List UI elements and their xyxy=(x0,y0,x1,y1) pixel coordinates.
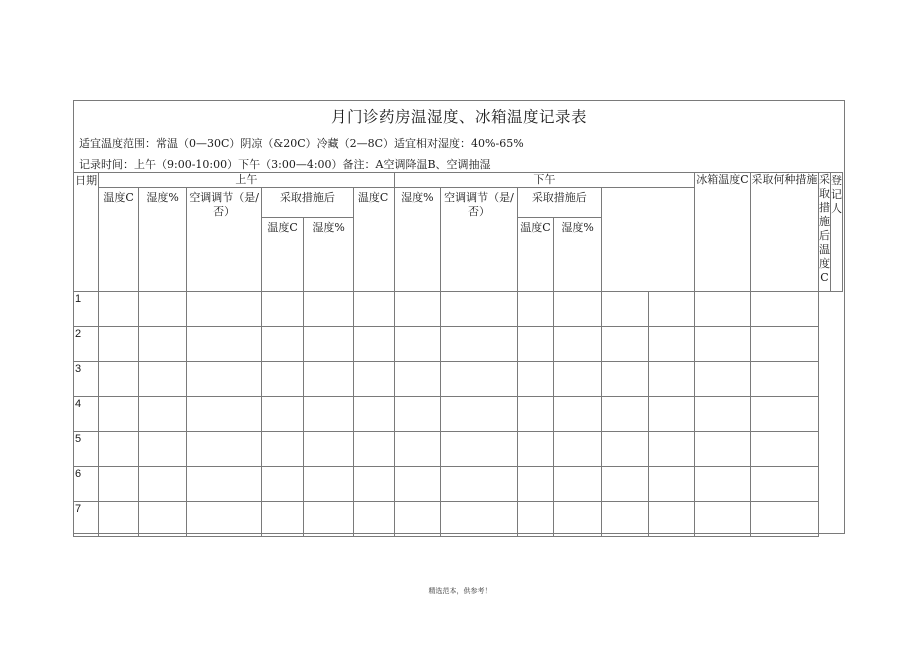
table-cell[interactable] xyxy=(441,467,517,502)
table-cell[interactable] xyxy=(99,397,139,432)
table-cell[interactable] xyxy=(750,397,818,432)
table-cell[interactable] xyxy=(750,362,818,397)
table-cell[interactable] xyxy=(353,397,394,432)
table-row xyxy=(74,327,843,362)
table-cell[interactable] xyxy=(695,292,751,327)
table-cell[interactable] xyxy=(554,327,602,362)
table-cell[interactable] xyxy=(601,432,648,467)
row-number: 3 xyxy=(74,362,99,397)
table-row xyxy=(74,362,843,397)
table-cell[interactable] xyxy=(441,502,517,537)
am-temperature-header: 温度C xyxy=(99,188,139,292)
row-number: 2 xyxy=(74,327,99,362)
table-row xyxy=(74,292,843,327)
table-cell[interactable] xyxy=(601,467,648,502)
table-cell[interactable] xyxy=(750,327,818,362)
table-cell[interactable] xyxy=(99,327,139,362)
table-cell[interactable] xyxy=(554,467,602,502)
table-cell[interactable] xyxy=(695,467,751,502)
table-cell[interactable] xyxy=(99,502,139,537)
table-cell[interactable] xyxy=(304,327,354,362)
table-cell[interactable] xyxy=(187,397,261,432)
table-cell[interactable] xyxy=(554,292,602,327)
table-cell[interactable] xyxy=(261,397,303,432)
table-cell[interactable] xyxy=(304,502,354,537)
table-cell[interactable] xyxy=(187,467,261,502)
table-cell[interactable] xyxy=(99,362,139,397)
table-cell[interactable] xyxy=(304,397,354,432)
table-cell[interactable] xyxy=(517,432,554,467)
table-cell[interactable] xyxy=(648,502,695,537)
table-cell[interactable] xyxy=(304,362,354,397)
table-cell[interactable] xyxy=(394,502,441,537)
table-cell[interactable] xyxy=(441,362,517,397)
record-table xyxy=(73,172,843,537)
table-cell[interactable] xyxy=(99,432,139,467)
table-cell[interactable] xyxy=(517,502,554,537)
table-cell[interactable] xyxy=(517,327,554,362)
table-cell[interactable] xyxy=(138,362,187,397)
pm-after-measures-header: 采取措施后 xyxy=(517,188,601,218)
table-cell[interactable] xyxy=(394,467,441,502)
table-cell[interactable] xyxy=(517,292,554,327)
pm-header: 下午 xyxy=(394,173,695,188)
table-cell[interactable] xyxy=(187,502,261,537)
table-cell[interactable] xyxy=(441,327,517,362)
table-cell[interactable] xyxy=(601,397,648,432)
table-row xyxy=(74,467,843,502)
table-cell[interactable] xyxy=(601,502,648,537)
table-row xyxy=(74,432,843,467)
table-cell[interactable] xyxy=(261,502,303,537)
table-cell[interactable] xyxy=(138,432,187,467)
table-cell[interactable] xyxy=(353,432,394,467)
table-row xyxy=(74,397,843,432)
am-humidity-header: 湿度% xyxy=(138,188,187,292)
table-cell[interactable] xyxy=(187,327,261,362)
table-cell[interactable] xyxy=(554,502,602,537)
table-cell[interactable] xyxy=(441,397,517,432)
table-cell[interactable] xyxy=(750,432,818,467)
table-cell[interactable] xyxy=(601,292,648,327)
table-cell[interactable] xyxy=(187,432,261,467)
table-cell[interactable] xyxy=(601,362,648,397)
table-cell[interactable] xyxy=(353,327,394,362)
table-cell[interactable] xyxy=(261,432,303,467)
fridge-temp-header: 冰箱温度C xyxy=(695,173,751,292)
table-row xyxy=(74,502,843,537)
table-cell[interactable] xyxy=(517,467,554,502)
measures-taken-header: 采取何种措施 xyxy=(750,173,818,292)
table-cell[interactable] xyxy=(695,362,751,397)
table-cell[interactable] xyxy=(695,432,751,467)
row-number: 5 xyxy=(74,432,99,467)
table-cell[interactable] xyxy=(554,397,602,432)
table-cell[interactable] xyxy=(648,397,695,432)
am-ac-adjust-header: 空调调节（是/否） xyxy=(187,188,261,292)
temperature-range-line: 适宜温度范围：常温（0—30C）阴凉（&20C）冷藏（2—8C）适宜相对湿度：40%-65% xyxy=(79,137,524,150)
table-cell[interactable] xyxy=(695,502,751,537)
am-sub-humidity-header: 湿度% xyxy=(304,218,354,292)
table-cell[interactable] xyxy=(517,362,554,397)
table-cell[interactable] xyxy=(99,292,139,327)
row-number: 1 xyxy=(74,292,99,327)
table-cell[interactable] xyxy=(394,327,441,362)
table-cell[interactable] xyxy=(648,362,695,397)
table-cell[interactable] xyxy=(99,467,139,502)
am-after-measures-header: 采取措施后 xyxy=(261,188,353,218)
table-cell[interactable] xyxy=(138,327,187,362)
date-header: 日期 xyxy=(74,173,99,292)
table-cell[interactable] xyxy=(554,362,602,397)
footer-note: 精选范本，供参考！ xyxy=(428,587,492,595)
table-cell[interactable] xyxy=(750,467,818,502)
table-cell[interactable] xyxy=(261,327,303,362)
table-cell[interactable] xyxy=(394,397,441,432)
table-cell[interactable] xyxy=(187,292,261,327)
table-cell[interactable] xyxy=(138,397,187,432)
table-cell[interactable] xyxy=(353,362,394,397)
am-header: 上午 xyxy=(99,173,394,188)
row-number: 4 xyxy=(74,397,99,432)
table-cell[interactable] xyxy=(353,502,394,537)
table-cell[interactable] xyxy=(695,397,751,432)
table-cell[interactable] xyxy=(138,502,187,537)
table-cell[interactable] xyxy=(648,432,695,467)
table-cell[interactable] xyxy=(304,467,354,502)
table-cell[interactable] xyxy=(394,432,441,467)
pm-sub-temperature-header: 温度C xyxy=(517,218,554,292)
row-number: 6 xyxy=(74,467,99,502)
table-cell[interactable] xyxy=(261,362,303,397)
sheet-title: 月门诊药房温湿度、冰箱温度记录表 xyxy=(330,108,587,126)
after-measure-temp-header: 采取措施后温度C xyxy=(819,173,831,292)
table-cell[interactable] xyxy=(187,362,261,397)
table-cell[interactable] xyxy=(138,292,187,327)
table-cell[interactable] xyxy=(261,292,303,327)
table-cell[interactable] xyxy=(648,467,695,502)
am-sub-temperature-header: 温度C xyxy=(261,218,303,292)
table-cell[interactable] xyxy=(695,327,751,362)
table-cell[interactable] xyxy=(353,467,394,502)
table-cell[interactable] xyxy=(304,292,354,327)
table-cell[interactable] xyxy=(441,432,517,467)
table-cell[interactable] xyxy=(648,327,695,362)
table-cell[interactable] xyxy=(750,502,818,537)
table-cell[interactable] xyxy=(750,292,818,327)
table-cell[interactable] xyxy=(554,432,602,467)
record-time-line: 记录时间：上午（9:00-10:00）下午（3:00—4:00）备注：A空调降温B、空调抽湿 xyxy=(79,158,491,171)
row-number: 7 xyxy=(74,502,99,537)
table-cell[interactable] xyxy=(394,292,441,327)
pm-temperature-header: 温度C xyxy=(353,188,394,292)
table-cell[interactable] xyxy=(601,327,648,362)
pm-ac-adjust-header: 空调调节（是/否） xyxy=(441,188,517,292)
table-cell[interactable] xyxy=(648,292,695,327)
table-cell[interactable] xyxy=(304,432,354,467)
table-cell[interactable] xyxy=(394,362,441,397)
table-cell[interactable] xyxy=(353,292,394,327)
table-cell[interactable] xyxy=(517,397,554,432)
table-cell[interactable] xyxy=(441,292,517,327)
pm-sub-humidity-header: 湿度% xyxy=(554,218,602,292)
table-cell[interactable] xyxy=(138,467,187,502)
table-cell[interactable] xyxy=(261,467,303,502)
record-sheet xyxy=(73,100,845,534)
recorder-header: 登记人 xyxy=(831,173,843,292)
pm-humidity-header: 湿度% xyxy=(394,188,441,292)
